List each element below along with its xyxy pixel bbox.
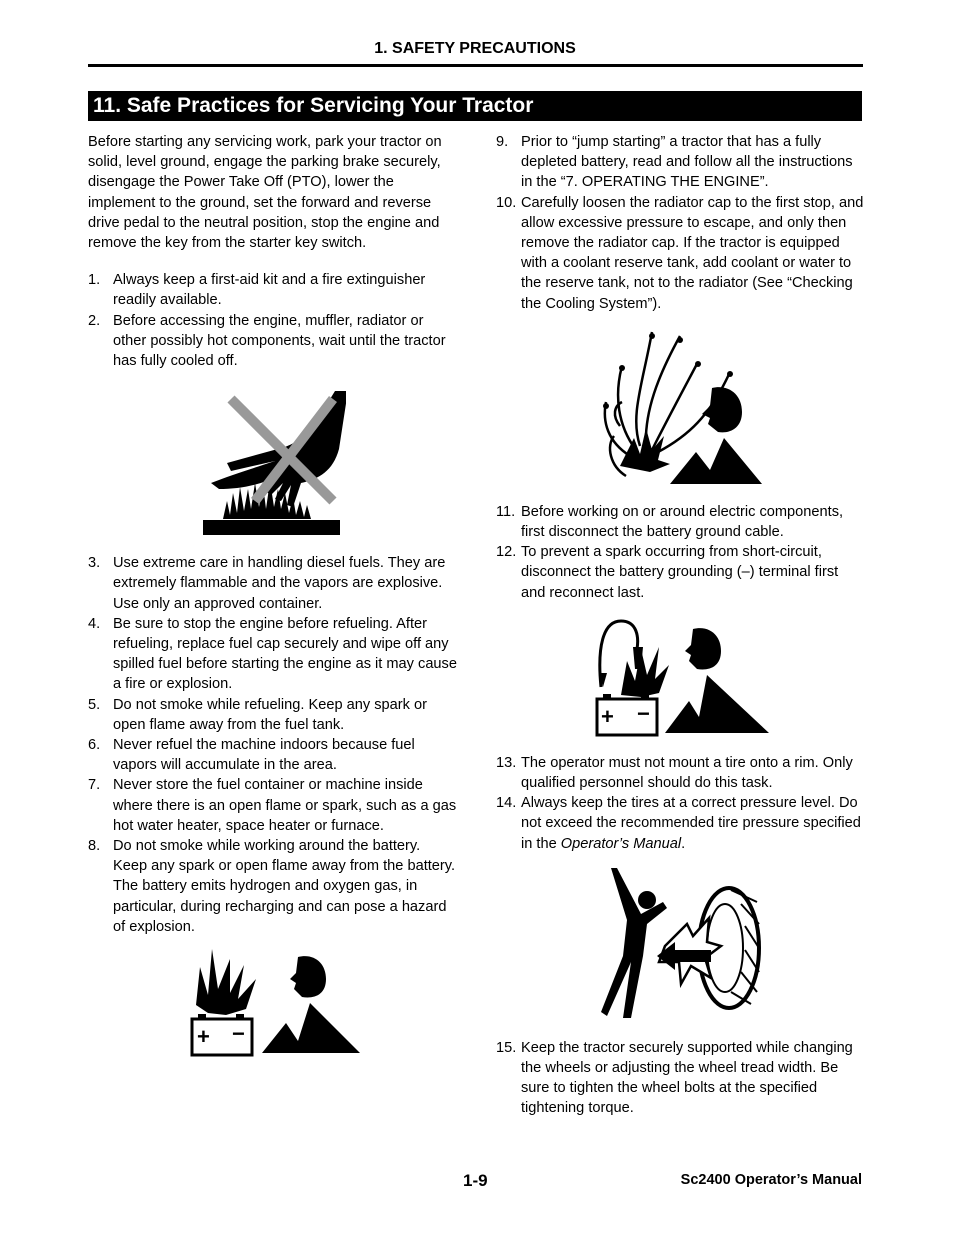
battery-minus-label: − [637, 700, 650, 726]
precaution-list-d [496, 502, 866, 603]
list-item: 2. Before accessing the engine, muffler, radiator or other possibly hot components, wait until the tractor has fully cooled off. [88, 312, 446, 370]
header-rule [88, 64, 863, 67]
list-item: 10. Carefully loosen the radiator cap to the first stop, and allow excessive pressure to escape, and only then remove the radiator cap. If the tractor is equipped with a coolant reserve tank, add coolant or water to the reserve tank, not to the radiator (See “Checking the Cooling System”). [496, 194, 864, 312]
list-item: 15. Keep the tractor securely supported while changing the wheels or adjusting the wheel tread width. Be sure to tighten the wheel bolts at the specified tightening torque. [496, 1039, 853, 1117]
running-head: 1. SAFETY PRECAUTIONS [374, 40, 576, 57]
list-item: 11. Before working on or around electric components, first disconnect the battery ground cable. [496, 503, 844, 541]
battery-explosion-icon [186, 945, 361, 1057]
precaution-list-b [88, 553, 458, 937]
list-item: 8. Do not smoke while working around the battery. Keep any spark or open flame away from the battery. The battery emits hydrogen and oxygen gas, in particular, during recharging and can pose a hazard of explosion. [88, 838, 456, 935]
list-item: 4. Be sure to stop the engine before refueling. After refueling, replace fuel cap securely and wipe off any spilled fuel before starting the engine as it may cause a fire or explosion. [88, 615, 457, 693]
left-column [88, 132, 458, 1065]
no-touch-hot-surface-icon [201, 389, 346, 537]
precaution-list-c [496, 132, 866, 314]
precaution-list-f [496, 1038, 866, 1119]
list-item: 7. Never store the fuel container or machine inside where there is an open flame or spark, such as a gas hot water heater, space heater or furnace. [88, 777, 457, 834]
section-title: 11. Safe Practices for Servicing Your Tractor [88, 91, 862, 121]
list-item: 12. To prevent a spark occurring from short-circuit, disconnect the battery grounding (–) terminal first and reconnect last. [496, 544, 839, 601]
list-item: 3. Use extreme care in handling diesel fuels. They are extremely flammable and the vapors are explosive. Use only an approved container. [88, 555, 446, 612]
radiator-steam-hazard-icon [600, 326, 762, 486]
battery-plus-label: + [196, 1024, 210, 1050]
list-item: 1. Always keep a first-aid kit and a fire extinguisher readily available. [88, 272, 426, 309]
precaution-list-a [88, 270, 458, 371]
list-item: 13. The operator must not mount a tire onto a rim. Only qualified personnel should do this task. [496, 754, 853, 792]
list-item: 14. Always keep the tires at a correct pressure level. Do not exceed the recommended tire pressure specified in the Operator’s Manual. [496, 795, 861, 852]
intro-paragraph: Before starting any servicing work, park your tractor on solid, level ground, engage the parking brake securely, disengage the Power Take Off (PTO), lower the implement to the ground, set the forward and reverse drive pedal to the neutral position, stop the engine and remove the key from the starter key switch. [88, 134, 442, 252]
right-column [496, 132, 866, 1119]
battery-plus-label: + [601, 703, 614, 729]
battery-cable-spark-icon [593, 617, 769, 737]
tire-explosion-hazard-icon [601, 866, 761, 1020]
manual-name: Sc2400 Operator’s Manual [680, 1172, 862, 1188]
precaution-list-e [496, 753, 866, 854]
list-item: 5. Do not smoke while refueling. Keep any spark or open flame away from the fuel tank. [88, 696, 427, 733]
list-item: 6. Never refuel the machine indoors because fuel vapors will accumulate in the area. [88, 737, 415, 774]
page-number: 1-9 [463, 1171, 488, 1190]
battery-minus-label: − [231, 1021, 245, 1047]
list-item: 9. Prior to “jump starting” a tractor that has a fully depleted battery, read and follow all the instructions in the “7. OPERATING THE ENGINE”. [496, 134, 853, 191]
